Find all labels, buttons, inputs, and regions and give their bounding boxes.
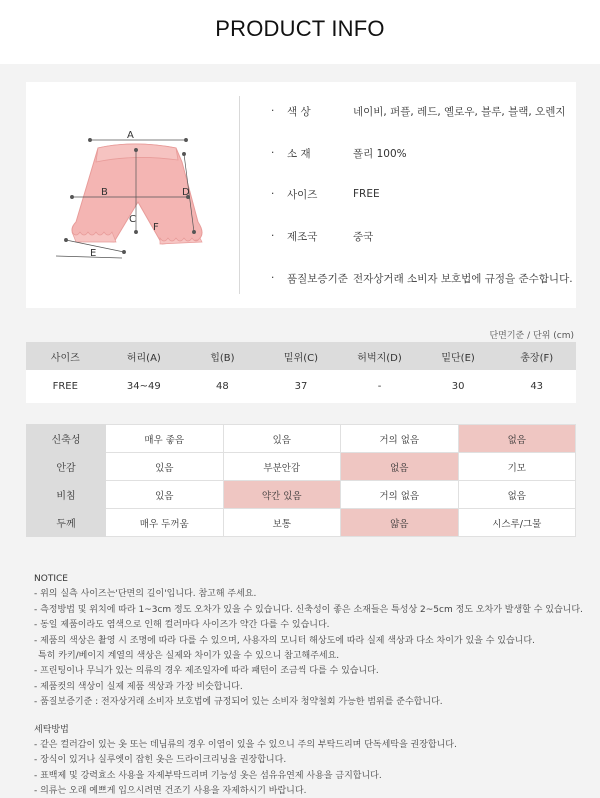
info-label: 소 재 bbox=[287, 147, 311, 160]
size-col-header: 힙(B) bbox=[183, 342, 262, 370]
info-row-origin bbox=[271, 226, 373, 246]
diagram-label-b: B bbox=[101, 187, 108, 198]
attribute-table bbox=[26, 424, 576, 537]
unit-note: 단면기준 / 단위 (cm) bbox=[489, 331, 574, 341]
attribute-name: 신축성 bbox=[27, 425, 106, 453]
size-cell: 30 bbox=[419, 370, 498, 403]
attribute-name: 안감 bbox=[27, 453, 106, 481]
size-col-header: 밑단(E) bbox=[419, 342, 498, 370]
size-table bbox=[26, 342, 576, 403]
info-row-material bbox=[271, 143, 407, 163]
info-value: 네이비, 퍼플, 레드, 옐로우, 블루, 블랙, 오렌지 bbox=[353, 105, 566, 118]
attribute-option: 부분안감 bbox=[223, 453, 341, 481]
size-table-header bbox=[26, 342, 576, 370]
attribute-option-selected: 얇음 bbox=[341, 509, 459, 537]
notice-line: 특히 카키/베이지 계열의 색상은 실제와 차이가 있을 수 있으니 참고해주세요. bbox=[38, 651, 340, 662]
washing-line: - 같은 컬러감이 있는 옷 또는 데님류의 경우 이염이 있을 수 있으니 주의 부탁드리며 단독세탁을 권장합니다. bbox=[34, 740, 457, 751]
washing-line: - 표백제 및 강력효소 사용을 자제부탁드리며 기능성 옷은 섬유유연제 사용을 금지합니다. bbox=[34, 770, 382, 781]
attribute-option: 없음 bbox=[458, 481, 576, 509]
diagram-label-f: F bbox=[153, 222, 159, 233]
attribute-option: 있음 bbox=[223, 425, 341, 453]
attribute-name: 비침 bbox=[27, 481, 106, 509]
page-title: PRODUCT INFO bbox=[215, 16, 385, 41]
diagram-label-e: E bbox=[90, 248, 97, 259]
notice-line: - 제품컷의 색상이 실제 제품 색상과 가장 비슷합니다. bbox=[34, 681, 243, 692]
info-value: 전자상거래 소비자 보호법에 규정을 준수합니다. bbox=[353, 272, 573, 285]
info-divider bbox=[239, 96, 240, 294]
size-col-header: 사이즈 bbox=[26, 342, 105, 370]
notice-line: - 위의 실측 사이즈는'단면의 길이'입니다. 참고해 주세요. bbox=[34, 589, 257, 600]
notice-line: - 품질보증기준 : 전자상거래 소비자 보호법에 규정되어 있는 소비자 청약철회 가능한 범위를 준수합니다. bbox=[34, 697, 443, 708]
notice-line: - 동일 제품이라도 염색으로 인해 컬러마다 사이즈가 약간 다를 수 있습니다. bbox=[34, 620, 330, 631]
notice-line: - 제품의 색상은 촬영 시 조명에 따라 다를 수 있으며, 사용자의 모니터 해상도에 따라 실제 색상과 다소 차이가 있을 수 있습니다. bbox=[34, 635, 535, 646]
info-label: 색 상 bbox=[287, 105, 311, 118]
bullet: · bbox=[271, 188, 275, 200]
info-row-color bbox=[271, 101, 565, 121]
product-info-box bbox=[26, 82, 576, 308]
attribute-option: 보통 bbox=[223, 509, 341, 537]
size-cell: 48 bbox=[183, 370, 262, 403]
diagram-label-a: A bbox=[127, 130, 134, 141]
size-cell: - bbox=[340, 370, 419, 403]
attribute-option: 거의 없음 bbox=[341, 425, 459, 453]
bullet: · bbox=[271, 272, 275, 284]
shorts-diagram-svg bbox=[26, 82, 239, 308]
attribute-option-selected: 없음 bbox=[341, 453, 459, 481]
washing-line: - 의류는 오래 예쁘게 입으시려면 건조기 사용을 자제하시기 바랍니다. bbox=[34, 786, 307, 797]
attribute-option: 거의 없음 bbox=[341, 481, 459, 509]
size-col-header: 허리(A) bbox=[105, 342, 184, 370]
info-value: 폴리 100% bbox=[353, 147, 407, 160]
page-header bbox=[0, 0, 600, 64]
notice-title: NOTICE bbox=[34, 574, 68, 584]
bullet: · bbox=[271, 230, 275, 242]
diagram-label-c: C bbox=[129, 214, 136, 225]
info-value: 중국 bbox=[353, 230, 374, 243]
info-label: 사이즈 bbox=[287, 188, 318, 201]
shorts-measurement-diagram bbox=[26, 82, 239, 308]
washing-title: 세탁방법 bbox=[34, 724, 69, 735]
info-row-quality bbox=[271, 268, 573, 288]
attribute-option: 있음 bbox=[106, 481, 224, 509]
notice-line: - 측정방법 및 위치에 따라 1~3cm 정도 오차가 있을 수 있습니다. 신축성이 좋은 소재들은 특성상 2~5cm 정도 오차가 발생할 수 있습니다. bbox=[34, 604, 583, 615]
attribute-option: 매우 좋음 bbox=[106, 425, 224, 453]
notice-line: - 프린팅이나 무늬가 있는 의류의 경우 제조일자에 따라 패턴이 조금씩 다를 수 있습니다. bbox=[34, 666, 379, 677]
attribute-row-sheerness bbox=[27, 481, 576, 509]
attribute-row-thickness bbox=[27, 509, 576, 537]
info-label: 제조국 bbox=[287, 230, 318, 243]
attribute-option: 기모 bbox=[458, 453, 576, 481]
size-cell: FREE bbox=[26, 370, 105, 403]
attribute-name: 두께 bbox=[27, 509, 106, 537]
washing-line: - 장식이 있거나 실루엣이 잡힌 옷은 드라이크리닝을 권장합니다. bbox=[34, 755, 287, 766]
attribute-row-lining bbox=[27, 453, 576, 481]
bullet: · bbox=[271, 147, 275, 159]
info-row-size bbox=[271, 184, 380, 204]
attribute-option: 있음 bbox=[106, 453, 224, 481]
size-col-header: 허벅지(D) bbox=[340, 342, 419, 370]
info-value: FREE bbox=[353, 188, 380, 200]
attribute-option: 시스루/그물 bbox=[458, 509, 576, 537]
attribute-option: 매우 두꺼움 bbox=[106, 509, 224, 537]
size-col-header: 밑위(C) bbox=[262, 342, 341, 370]
size-cell: 37 bbox=[262, 370, 341, 403]
table-row bbox=[26, 370, 576, 403]
diagram-label-d: D bbox=[182, 187, 190, 198]
attribute-option-selected: 없음 bbox=[458, 425, 576, 453]
attribute-row-stretch bbox=[27, 425, 576, 453]
attribute-option-selected: 약간 있음 bbox=[223, 481, 341, 509]
notice-section bbox=[34, 572, 583, 798]
size-col-header: 총장(F) bbox=[497, 342, 576, 370]
bullet: · bbox=[271, 105, 275, 117]
size-cell: 34~49 bbox=[105, 370, 184, 403]
info-label: 품질보증기준 bbox=[287, 272, 348, 285]
size-cell: 43 bbox=[497, 370, 576, 403]
